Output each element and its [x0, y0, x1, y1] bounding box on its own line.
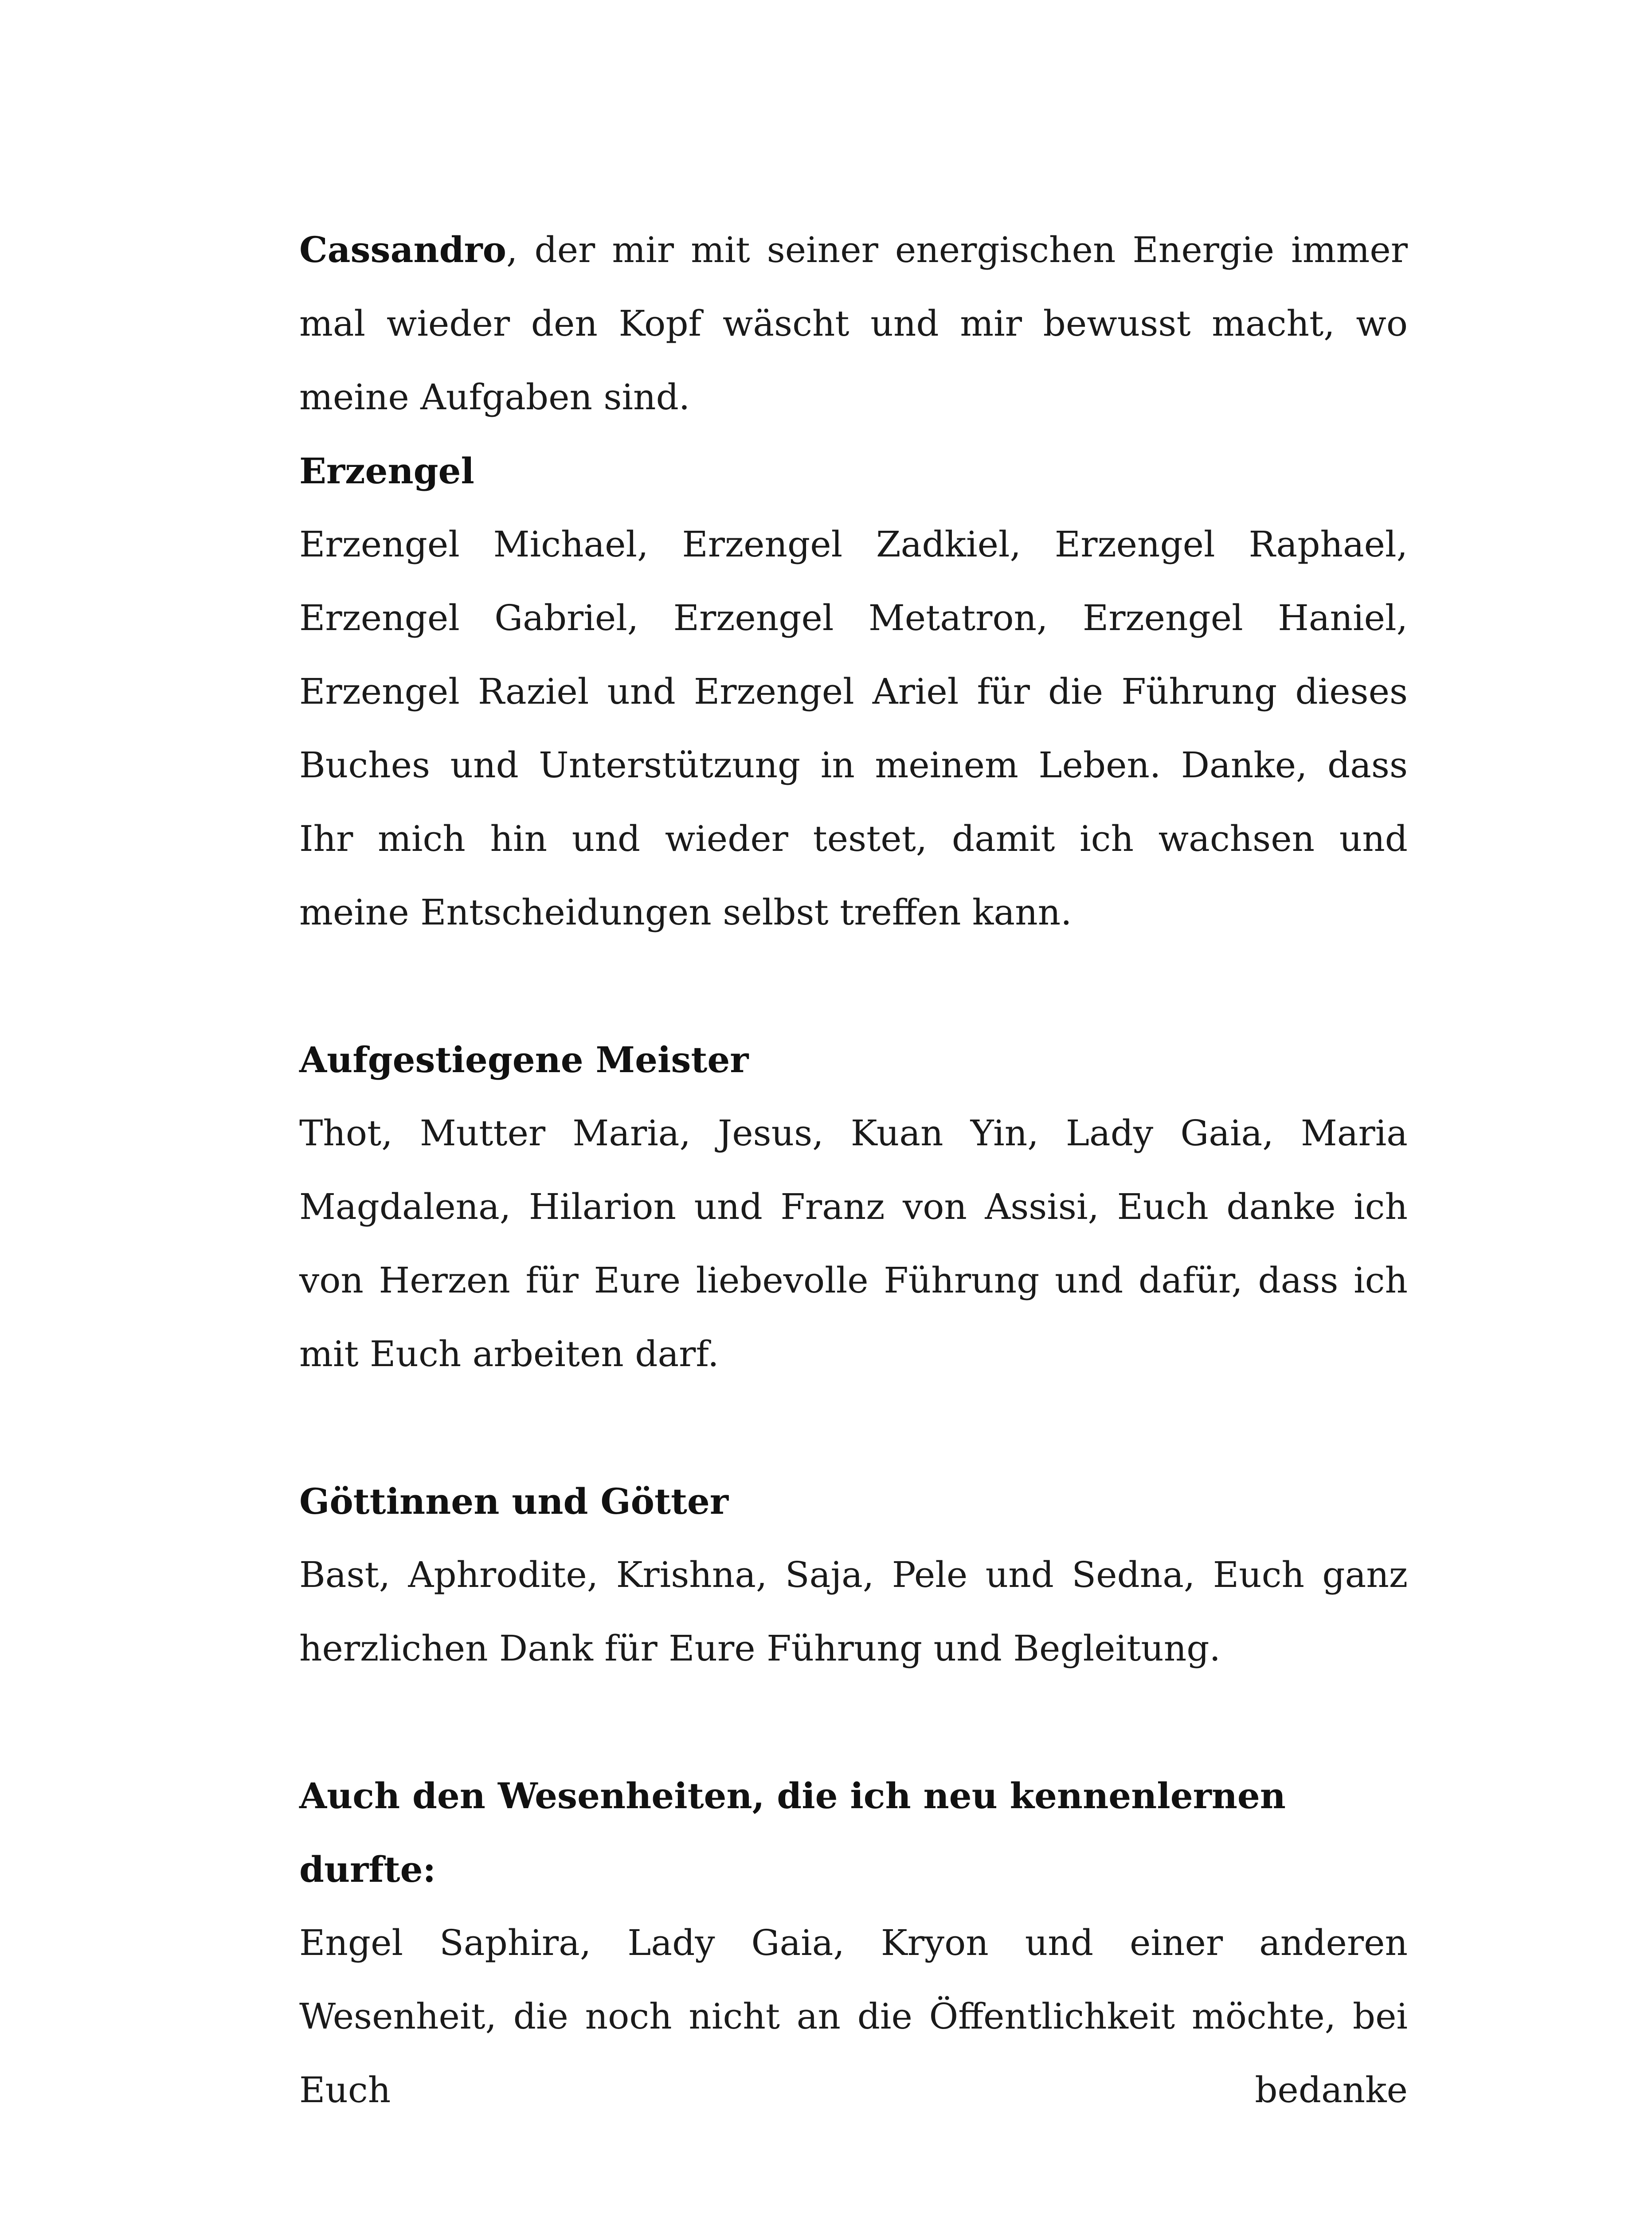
intro-paragraph: [299, 213, 1408, 434]
section-heading-wesenheiten: Auch den Wesenheiten, die ich neu kennenlernen durfte:: [299, 1775, 1286, 1890]
section-gap: [299, 949, 1408, 1023]
section-text-wesenheiten: Engel Saphira, Lady Gaia, Kryon und einer anderen Wesenheit, die noch nicht an die Öffentlichkeit möchte, bei Euch bedanke: [299, 1922, 1408, 2111]
section-gap: [299, 1685, 1408, 1759]
section-text-erzengel: Erzengel Michael, Erzengel Zadkiel, Erzengel Raphael, Erzengel Gabriel, Erzengel Metatron, Erzengel Haniel, Erzengel Raziel und Erzengel Ariel für die Führung dieses Buches und Unterstützung in meinem Leben. Danke, dass Ihr mich hin und wieder testet, damit ich wachsen und meine Entscheidungen selbst treffen kann.: [299, 524, 1408, 933]
section-text-goetter: Bast, Aphrodite, Krishna, Saja, Pele und Sedna, Euch ganz herzlichen Dank für Eure Führung und Begleitung.: [299, 1554, 1408, 1669]
section-heading-meister: Aufgestiegene Meister: [299, 1039, 749, 1081]
section-gap: [299, 1391, 1408, 1465]
section-text-meister: Thot, Mutter Maria, Jesus, Kuan Yin, Lady Gaia, Maria Magdalena, Hilarion und Franz von Assisi, Euch danke ich von Herzen für Eure liebevolle Führung und dafür, dass ich mit Euch arbeiten darf.: [299, 1112, 1408, 1375]
section-heading-goetter: Göttinnen und Götter: [299, 1481, 728, 1522]
text-block: [299, 213, 1408, 2127]
section-heading-erzengel: Erzengel: [299, 450, 474, 492]
intro-text: , der mir mit seiner energischen Energie immer mal wieder den Kopf wäscht und mir bewusst macht, wo meine Aufgaben sind.: [299, 229, 1408, 418]
intro-name: Cassandro: [299, 229, 507, 270]
